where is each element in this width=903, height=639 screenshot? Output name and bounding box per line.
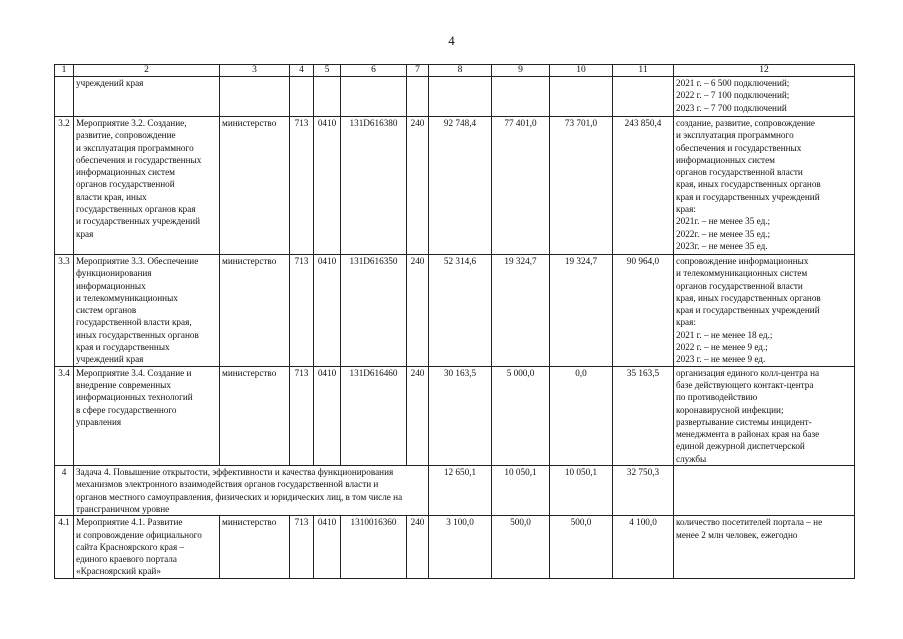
expected-result-line: организация единого колл-центра на <box>676 367 820 378</box>
task-amount-2021: 12 650,1 <box>429 466 492 516</box>
column-number-cell: 11 <box>613 65 674 77</box>
activity-name-line: края <box>76 228 94 239</box>
amount-2022 <box>492 77 550 117</box>
activity-name-line: учреждений края <box>76 78 144 88</box>
activity-name-line: информационных <box>76 280 146 291</box>
gaba-code: 713 <box>290 516 314 578</box>
expected-result-line: органов государственной власти <box>676 280 803 291</box>
expected-result-line: органов государственной власти <box>676 167 803 178</box>
expected-result <box>674 77 855 117</box>
page-number: 4 <box>448 33 455 48</box>
section-code: 0410 <box>314 255 341 367</box>
executor: министерство <box>220 366 290 465</box>
task-title <box>74 466 429 516</box>
amount-2023: 500,0 <box>550 516 613 578</box>
column-number-cell: 2 <box>74 65 220 77</box>
task-number: 4 <box>55 466 74 516</box>
amount-total: 35 163,5 <box>613 366 674 465</box>
item-number <box>55 77 74 117</box>
amount-2023 <box>550 77 613 117</box>
expense-type-code: 240 <box>407 366 429 465</box>
amount-total: 4 100,0 <box>613 516 674 578</box>
expected-result-line: края и государственных учреждений <box>676 191 820 202</box>
column-number-cell: 5 <box>314 65 341 77</box>
activity-name-line: государственных органов края <box>76 204 196 215</box>
expected-result-line: создание, развитие, сопровождение <box>676 118 815 128</box>
column-number-cell: 7 <box>407 65 429 77</box>
column-number-cell: 8 <box>429 65 492 77</box>
column-number-row <box>55 65 855 77</box>
expected-result-line: 2021 г. – 6 500 подключений; <box>676 78 790 88</box>
activity-name <box>74 516 220 578</box>
amount-2023: 73 701,0 <box>550 117 613 255</box>
section-code: 0410 <box>314 366 341 465</box>
item-number: 3.4 <box>55 366 74 465</box>
gaba-code: 713 <box>290 366 314 465</box>
activity-name-line: органов государственной <box>76 179 175 190</box>
target-article-code: 1310016360 <box>341 516 407 578</box>
expected-result-line: 2021г. – не менее 35 ед.; <box>676 216 771 227</box>
expense-type-code: 240 <box>407 255 429 367</box>
table-row <box>55 77 855 117</box>
expense-type-code: 240 <box>407 117 429 255</box>
expected-result-line: по противодействию <box>676 392 758 403</box>
expected-result-line: и телекоммуникационных систем <box>676 268 808 279</box>
activity-name-line: систем органов <box>76 305 137 316</box>
column-number-cell: 9 <box>492 65 550 77</box>
expected-result-line: края, иных государственных органов <box>676 292 821 303</box>
expected-result <box>674 117 855 255</box>
target-article-code: 131D616380 <box>341 117 407 255</box>
activity-name-line: власти края, иных <box>76 191 147 202</box>
expected-result-line: 2023 г. – не менее 9 ед. <box>676 354 766 365</box>
expected-result-line: службы <box>676 453 707 464</box>
activity-name-line: «Красноярский край» <box>76 566 161 577</box>
activity-name-line: единого краевого портала <box>76 554 177 565</box>
column-number-cell: 4 <box>290 65 314 77</box>
expected-result-line: менеджмента в районах края на базе <box>676 429 820 440</box>
column-number-cell: 3 <box>220 65 290 77</box>
amount-2022: 19 324,7 <box>492 255 550 367</box>
task-amount-total: 32 750,3 <box>613 466 674 516</box>
expected-result-line: развертывание системы инцидент- <box>676 416 812 427</box>
amount-total <box>613 77 674 117</box>
item-number: 3.2 <box>55 117 74 255</box>
amount-2021: 30 163,5 <box>429 366 492 465</box>
activity-name-line: и эксплуатация программного <box>76 142 194 153</box>
task-amount-2023: 10 050,1 <box>550 466 613 516</box>
column-number-cell: 10 <box>550 65 613 77</box>
expected-result-line: края: <box>676 204 696 215</box>
gaba-code: 713 <box>290 117 314 255</box>
executor: министерство <box>220 255 290 367</box>
activity-name-line: края и государственных <box>76 342 170 353</box>
column-number-cell: 12 <box>674 65 855 77</box>
table-row <box>55 516 855 578</box>
task-title-line: трансграничном уровне <box>76 503 170 514</box>
activity-name <box>74 366 220 465</box>
expected-result-line: 2022 г. – не менее 9 ед.; <box>676 342 768 353</box>
amount-2021: 92 748,4 <box>429 117 492 255</box>
expected-result <box>674 255 855 367</box>
expense-type-code <box>407 77 429 117</box>
expected-result-line: обеспечения и государственных <box>676 142 802 153</box>
item-number: 3.3 <box>55 255 74 367</box>
expected-result-line: 2022 г. – 7 100 подключений; <box>676 90 790 101</box>
amount-2021: 3 100,0 <box>429 516 492 578</box>
task-title-line: Задача 4. Повышение открытости, эффективности и качества функционирования <box>76 467 394 478</box>
target-article-code <box>341 77 407 117</box>
expected-result-line: сопровождение информационных <box>676 256 809 266</box>
amount-2022: 77 401,0 <box>492 117 550 255</box>
expected-result-line: базе действующего контакт-центра <box>676 379 814 390</box>
activity-name-line: в сфере государственного <box>76 404 177 415</box>
activity-name-line: внедрение современных <box>76 379 171 390</box>
activity-name-line: и сопровождение официального <box>76 529 202 540</box>
executor <box>220 77 290 117</box>
executor: министерство <box>220 117 290 255</box>
column-number-cell: 6 <box>341 65 407 77</box>
expected-result-line: 2023 г. – 7 700 подключений <box>676 102 787 113</box>
expected-result-line: края и государственных учреждений <box>676 305 820 316</box>
column-number-cell: 1 <box>55 65 74 77</box>
gaba-code: 713 <box>290 255 314 367</box>
activity-name-line: функционирования <box>76 268 152 279</box>
program-activities-table <box>54 64 855 579</box>
activity-name-line: информационных технологий <box>76 392 193 403</box>
task-amount-2022: 10 050,1 <box>492 466 550 516</box>
target-article-code: 131D616350 <box>341 255 407 367</box>
executor: министерство <box>220 516 290 578</box>
expected-result-line: 2021 г. – не менее 18 ед.; <box>676 329 773 340</box>
task-title-line: органов местного самоуправления, физических и юридических лиц, в том числе на <box>76 491 403 502</box>
activity-name-line: Мероприятие 3.2. Создание, <box>76 118 187 128</box>
section-code: 0410 <box>314 117 341 255</box>
expected-result-line: менее 2 млн человек, ежегодно <box>676 529 798 540</box>
amount-2022: 5 000,0 <box>492 366 550 465</box>
table-row <box>55 117 855 255</box>
task-row <box>55 466 855 516</box>
expected-result-line: 2022г. – не менее 35 ед.; <box>676 228 771 239</box>
expected-result-line: края: <box>676 317 696 328</box>
activity-name-line: Мероприятие 3.3. Обеспечение <box>76 256 199 266</box>
expected-result <box>674 366 855 465</box>
amount-2022: 500,0 <box>492 516 550 578</box>
section-code: 0410 <box>314 516 341 578</box>
expected-result-line: коронавирусной инфекции; <box>676 404 784 415</box>
expected-result-line: 2023г. – не менее 35 ед. <box>676 240 768 251</box>
item-number: 4.1 <box>55 516 74 578</box>
activity-name-line: развитие, сопровождение <box>76 130 176 141</box>
amount-total: 243 850,4 <box>613 117 674 255</box>
amount-2023: 19 324,7 <box>550 255 613 367</box>
gaba-code <box>290 77 314 117</box>
expected-result-line: информационных систем <box>676 154 775 165</box>
table-row <box>55 255 855 367</box>
activity-name-line: и телекоммуникационных <box>76 292 178 303</box>
expected-result-line: единой дежурной диспетчерской <box>676 441 805 452</box>
activity-name-line: Мероприятие 3.4. Создание и <box>76 367 192 378</box>
expected-result-line: края, иных государственных органов <box>676 179 821 190</box>
expense-type-code: 240 <box>407 516 429 578</box>
activity-name-line: обеспечения и государственных <box>76 154 202 165</box>
activity-name-line: и государственных учреждений <box>76 216 200 227</box>
activity-name <box>74 117 220 255</box>
task-title-line: механизмов электронного взаимодействия органов государственной власти и <box>76 479 379 490</box>
expected-result-line: и эксплуатация программного <box>676 130 794 141</box>
activity-name <box>74 77 220 117</box>
activity-name-line: Мероприятие 4.1. Развитие <box>76 517 183 528</box>
amount-2021 <box>429 77 492 117</box>
target-article-code: 131D616460 <box>341 366 407 465</box>
activity-name-line: государственной власти края, <box>76 317 192 328</box>
activity-name-line: учреждений края <box>76 354 144 365</box>
expected-result <box>674 516 855 578</box>
amount-2023: 0,0 <box>550 366 613 465</box>
task-result-empty <box>674 466 855 516</box>
amount-total: 90 964,0 <box>613 255 674 367</box>
activity-name <box>74 255 220 367</box>
activity-name-line: информационных систем <box>76 167 175 178</box>
activity-name-line: иных государственных органов <box>76 329 199 340</box>
amount-2021: 52 314,6 <box>429 255 492 367</box>
activity-name-line: сайта Красноярского края – <box>76 541 185 552</box>
section-code <box>314 77 341 117</box>
table-row <box>55 366 855 465</box>
activity-name-line: управления <box>76 416 122 427</box>
expected-result-line: количество посетителей портала – не <box>676 517 823 528</box>
